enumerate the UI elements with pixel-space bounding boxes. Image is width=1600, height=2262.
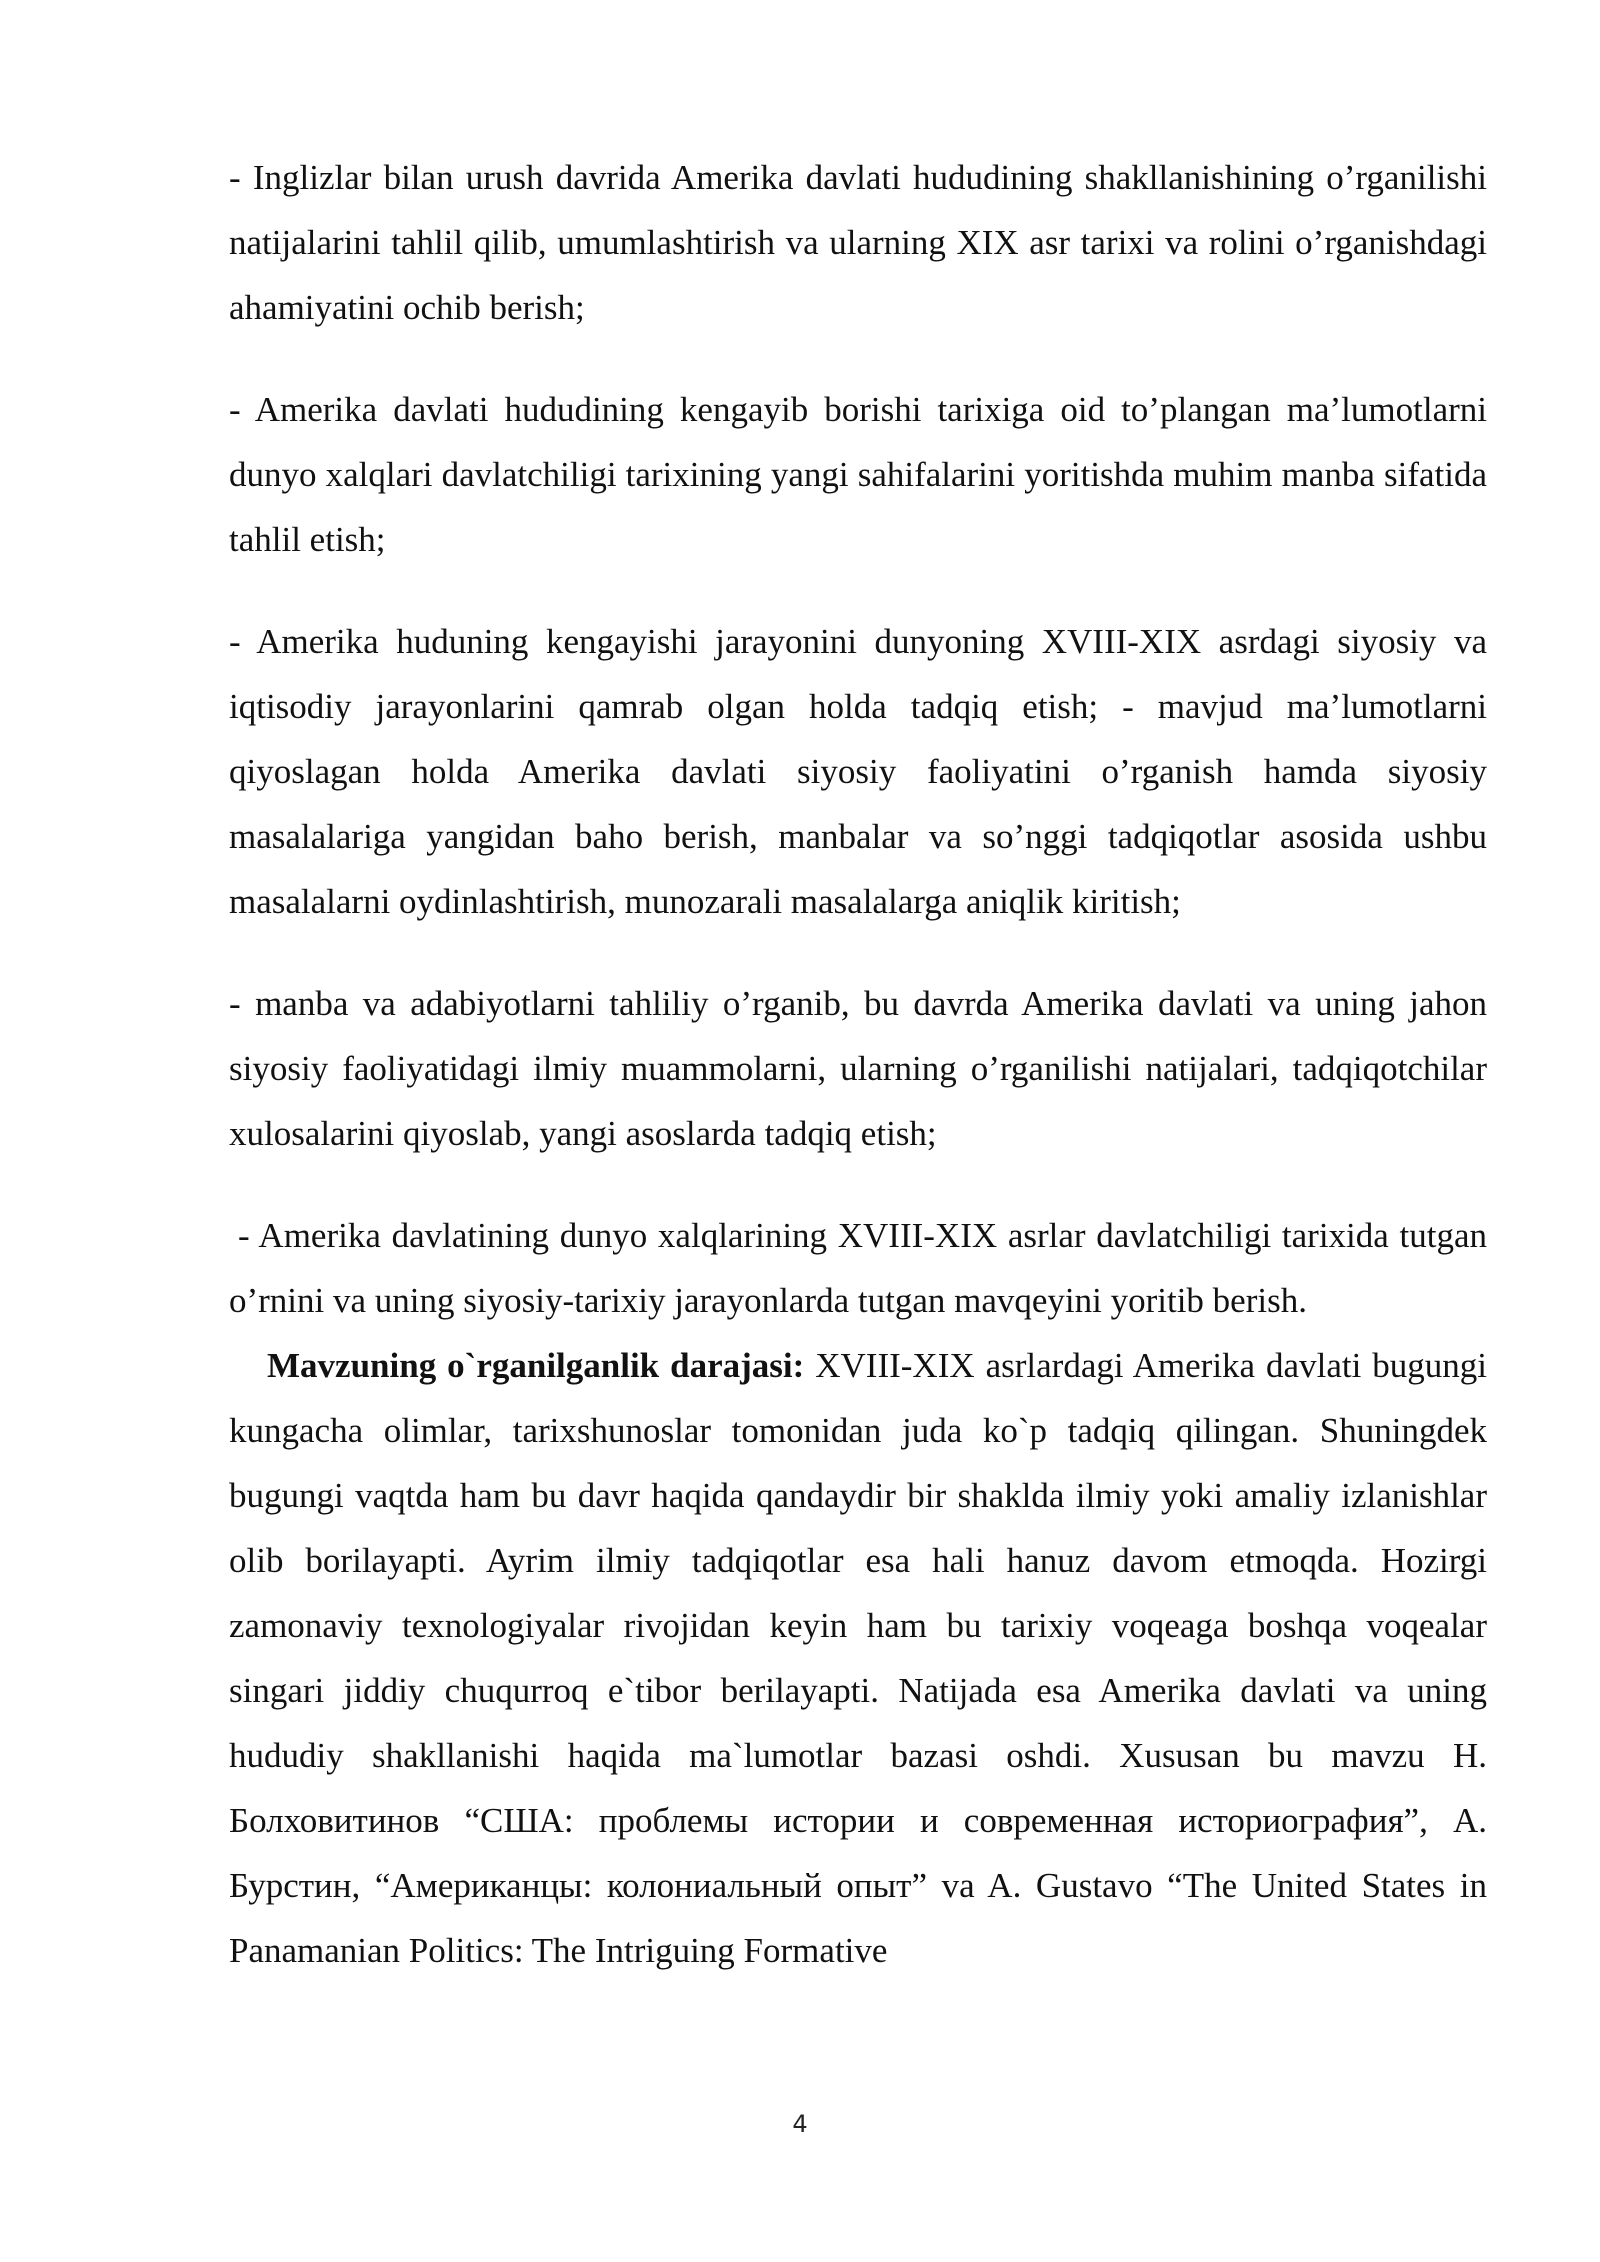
page-body xyxy=(229,145,1487,1983)
page-number: 4 xyxy=(792,2110,808,2138)
paragraph-5: - Amerika davlatining dunyo xalqlarining XVIII-XIX asrlar davlatchiligi tarixida tutgan o’rnini va uning siyosiy-tarixiy jarayonlarda tutgan mavqeyini yoritib berish. xyxy=(229,1216,1487,1320)
paragraph-4: - manba va adabiyotlarni tahliliy o’rganib, bu davrda Amerika davlati va uning jahon siyosiy faoliyatidagi ilmiy muammolarni, ularning o’rganilishi natijalari, tadqiqotchilar xulosalarini qiyoslab, yangi asoslarda tadqiq etish; xyxy=(229,984,1487,1153)
section-heading: Mavzuning o`rganilganlik darajasi: xyxy=(267,1346,805,1385)
section-paragraph xyxy=(229,1333,1487,1983)
paragraph-2: - Amerika davlati hududining kengayib borishi tarixiga oid to’plangan ma’lumotlarni dunyo xalqlari davlatchiligi tarixining yangi sahifalarini yoritishda muhim manba sifatida tahlil etish; xyxy=(229,390,1487,559)
section-body: XVIII-XIX asrlardagi Amerika davlati bugungi kungacha olimlar, tarixshunoslar tomonidan juda ko`p tadqiq qilingan. Shuningdek bugungi vaqtda ham bu davr haqida qandaydir bir shaklda ilmiy yoki amaliy izlanishlar olib borilayapti. Ayrim ilmiy tadqiqotlar esa hali hanuz davom etmoqda. Hozirgi zamonaviy texnologiyalar rivojidan keyin ham bu tarixiy voqeaga boshqa voqealar singari jiddiy chuqurroq e`tibor berilayapti. Natijada esa Amerika davlati va uning hududiy shakllanishi haqida ma`lumotlar bazasi oshdi. Xususan bu mavzu Н. Болховитинов “США: проблемы истории и современная историография”, А. Бурстин, “Американцы: колониальный опыт” va A. Gustavo “The United States in Panamanian Politics: The Intriguing Formative xyxy=(229,1346,1487,1970)
paragraph-3: - Amerika huduning kengayishi jarayonini dunyoning XVIII-XIX asrdagi siyosiy va iqtisodiy jarayonlarini qamrab olgan holda tadqiq etish; - mavjud ma’lumotlarni qiyoslagan holda Amerika davlati siyosiy faoliyatini o’rganish hamda siyosiy masalalariga yangidan baho berish, manbalar va so’nggi tadqiqotlar asosida ushbu masalalarni oydinlashtirish, munozarali masalalarga aniqlik kiritish; xyxy=(229,622,1487,921)
paragraph-1: - Inglizlar bilan urush davrida Amerika davlati hududining shakllanishining o’rganilishi natijalarini tahlil qilib, umumlashtirish va ularning XIX asr tarixi va rolini o’rganishdagi ahamiyatini ochib berish; xyxy=(229,158,1487,327)
